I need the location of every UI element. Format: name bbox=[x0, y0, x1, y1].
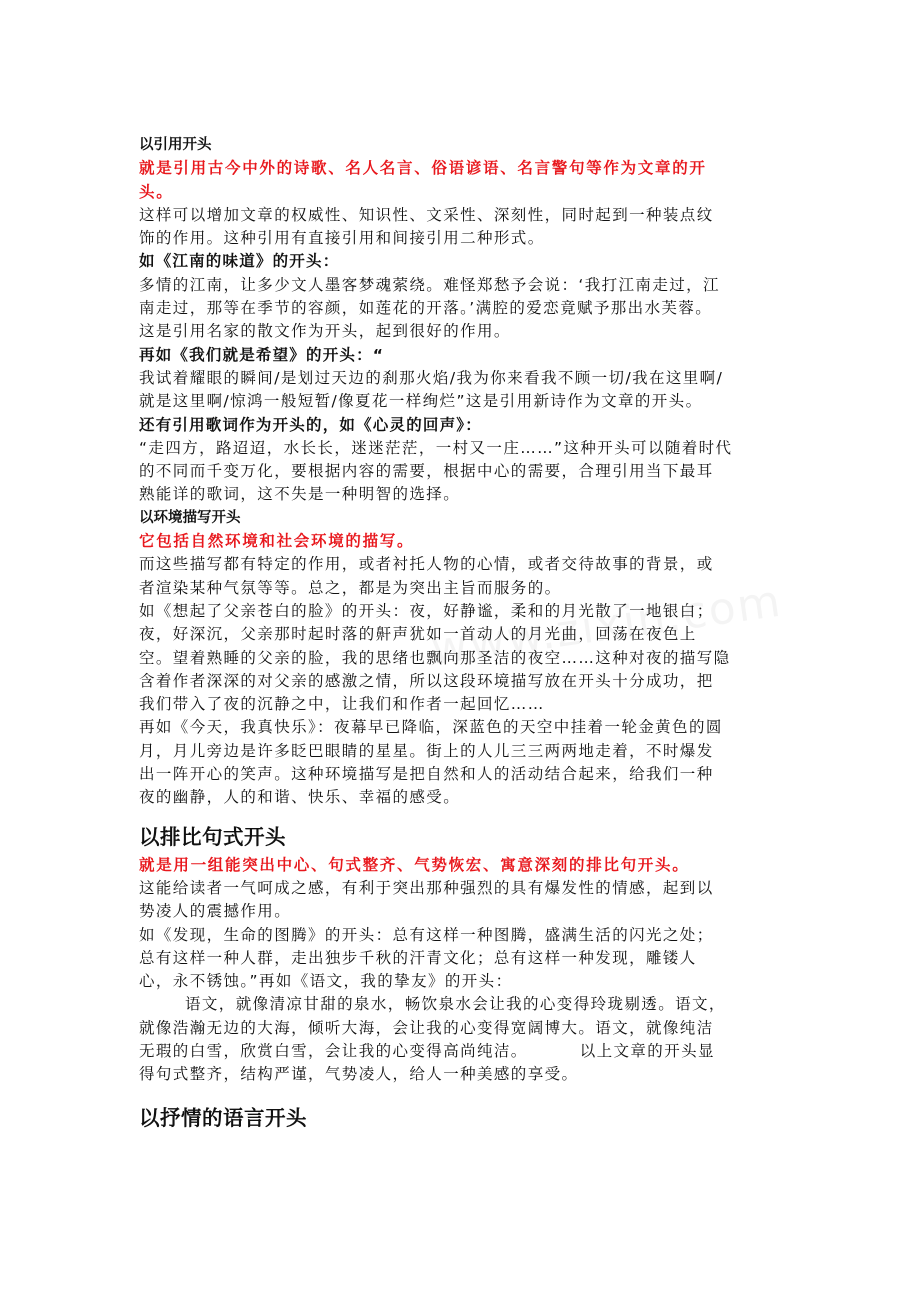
paragraph-line: 再如《今天，我真快乐》：夜幕早已降临，深蓝色的天空中挂着一轮金黄色的圆 bbox=[139, 718, 723, 737]
section-heading-environment: 以环境描写开头 bbox=[139, 509, 241, 526]
definition-line: 它包括自然环境和社会环境的描写。 bbox=[139, 532, 415, 551]
paragraph-line: 饰的作用。这种引用有直接引用和间接引用二种形式。 bbox=[139, 229, 545, 248]
section-heading-parallelism: 以排比句式开头 bbox=[139, 824, 286, 849]
paragraph-line: 就像浩瀚无边的大海，倾听大海，会让我的心变得宽阔博大。语文，就像纯洁 bbox=[139, 1018, 714, 1037]
paragraph-line: 夜的幽静，人的和谐、快乐、幸福的感受。 bbox=[139, 788, 461, 807]
paragraph-line: 出一阵开心的笑声。这种环境描写是把自然和人的活动结合起来，给我们一种 bbox=[139, 765, 714, 784]
paragraph-line bbox=[139, 1040, 779, 1063]
example-title: 如《江南的味道》的开头： bbox=[139, 252, 340, 271]
paragraph-line: 夜，好深沉，父亲那时起时落的鼾声犹如一首动人的月光曲，回荡在夜色上 bbox=[139, 625, 697, 644]
paragraph-line: 语文，就像清凉甘甜的泉水，畅饮泉水会让我的心变得玲珑剔透。语文， bbox=[185, 995, 726, 1014]
paragraph-line: 者渲染某种气氛等等。总之，都是为突出主旨而服务的。 bbox=[139, 578, 562, 597]
paragraph-line: 的不同而千变万化，要根据内容的需要，根据中心的需要，合理引用当下最耳 bbox=[139, 462, 714, 481]
paragraph-line: 势凌人的震撼作用。 bbox=[139, 902, 292, 921]
paragraph-line: 这样可以增加文章的权威性、知识性、文采性、深刻性，同时起到一种装点纹 bbox=[139, 205, 714, 224]
paragraph-fragment: 以上文章的开头显 bbox=[579, 1041, 715, 1060]
example-title: 再如《我们就是希望》的开头：“ bbox=[139, 345, 385, 364]
paragraph-fragment: 无瑕的白雪，欣赏白雪，会让我的心变得高尚纯洁。 bbox=[139, 1041, 528, 1060]
definition-line: 就是引用古今中外的诗歌、名人名言、俗语谚语、名言警句等作为文章的开 bbox=[139, 159, 707, 178]
paragraph-line: 这是引用名家的散文作为开头，起到很好的作用。 bbox=[139, 322, 511, 341]
paragraph-line: 含着作者深深的对父亲的感激之情，所以这段环境描写放在开头十分成功，把 bbox=[139, 671, 714, 690]
paragraph-line: 就是这里啊/惊鸿一般短暂/像夏花一样绚烂”这是引用新诗作为文章的开头。 bbox=[139, 392, 703, 411]
paragraph-line: 南走过，那等在季节的容颜，如莲花的开落。’满腔的爱恋竟赋予那出水芙蓉。 bbox=[139, 299, 713, 318]
paragraph-line: “走四方，路迢迢，水长长，迷迷茫茫，一村又一庄……”这种开头可以随着时代 bbox=[139, 438, 733, 457]
paragraph-line: 总有这样一种人群，走出独步千秋的汗青文化；总有这样一种发现，雕镂人 bbox=[139, 948, 697, 967]
paragraph-line: 我们带入了夜的沉静之中，让我们和作者一起回忆…… bbox=[139, 695, 545, 714]
paragraph-line: 空。望着熟睡的父亲的脸，我的思绪也飘向那圣洁的夜空……这种对夜的描写隐 bbox=[139, 648, 731, 667]
paragraph-line: 如《发现，生命的图腾》的开头：总有这样一种图腾，盛满生活的闪光之处； bbox=[139, 925, 714, 944]
section-heading-lyrical: 以抒情的语言开头 bbox=[139, 1105, 307, 1130]
paragraph-line: 心，永不锈蚀。”再如《语文，我的挚友》的开头： bbox=[139, 972, 513, 991]
paragraph-line: 熟能详的歌词，这不失是一种明智的选择。 bbox=[139, 485, 461, 504]
paragraph-line: 我试着耀眼的瞬间/是划过天边的刹那火焰/我为你来看我不顾一切/我在这里啊/ bbox=[139, 368, 724, 387]
definition-line: 就是用一组能突出中心、句式整齐、气势恢宏、寓意深刻的排比句开头。 bbox=[139, 855, 690, 874]
paragraph-line: 得句式整齐，结构严谨，气势凌人，给人一种美感的享受。 bbox=[139, 1065, 579, 1084]
example-title: 还有引用歌词作为开头的，如《心灵的回声》： bbox=[139, 415, 482, 434]
paragraph-line: 如《想起了父亲苍白的脸》的开头：夜，好静谧，柔和的月光散了一地银白； bbox=[139, 601, 714, 620]
definition-line: 头。 bbox=[139, 182, 174, 201]
paragraph-line: 而这些描写都有特定的作用，或者衬托人物的心情，或者交待故事的背景，或 bbox=[139, 555, 714, 574]
paragraph-line: 这能给读者一气呵成之感，有利于突出那种强烈的具有爆发性的情感，起到以 bbox=[139, 878, 714, 897]
section-heading-quote: 以引用开头 bbox=[139, 137, 212, 153]
paragraph-line: 月，月儿旁边是许多眨巴眼睛的星星。街上的人儿三三两两地走着，不时爆发 bbox=[139, 741, 714, 760]
document-body bbox=[139, 134, 779, 1135]
paragraph-line: 多情的江南，让多少文人墨客梦魂萦绕。难怪郑愁予会说：‘我打江南走过，江 bbox=[139, 275, 720, 294]
